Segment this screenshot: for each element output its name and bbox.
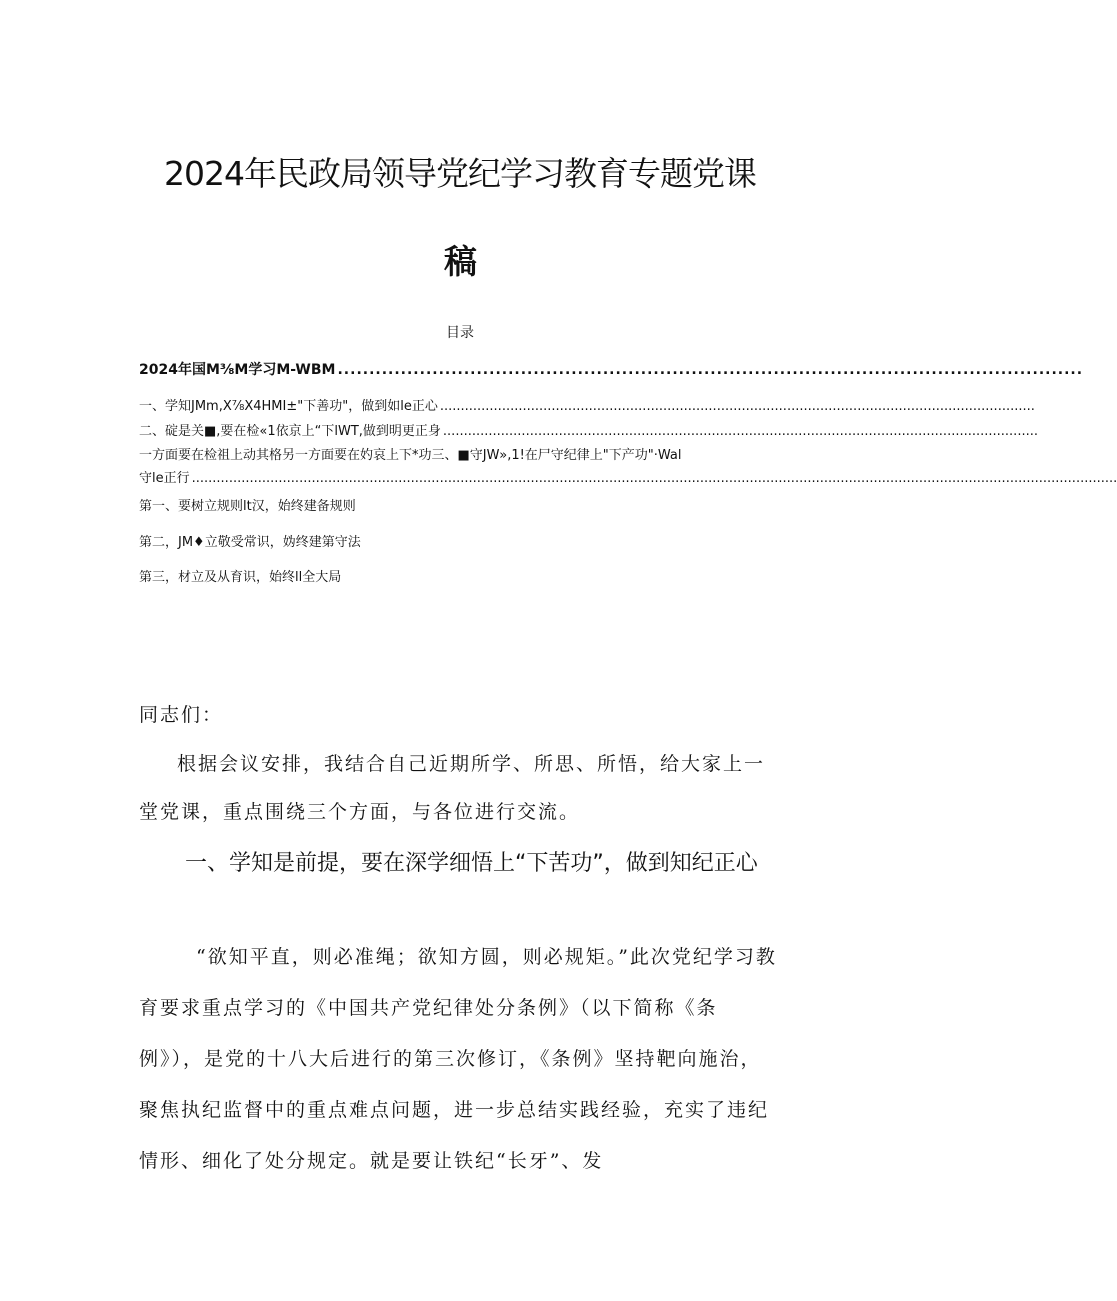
- document-title-line1: 2024年民政局领导党纪学习教育专题党课: [164, 154, 756, 193]
- toc-entry[interactable]: [139, 362, 1084, 378]
- toc-entry-plain[interactable]: 第三，材立及从育识，始终ll全大局: [139, 570, 342, 585]
- toc-entry[interactable]: [139, 449, 769, 462]
- toc-entry[interactable]: [139, 399, 1035, 414]
- section-heading: 一、学知是前提，要在深学细悟上“下苦功”，做到知纪正心: [185, 851, 758, 876]
- toc-leader-dots: ................................................................................................................................................: [442, 424, 1038, 439]
- toc-heading: 目录: [446, 325, 474, 341]
- toc-leader-dots: ......................................................................................................................: [337, 362, 1084, 378]
- toc-entry-plain[interactable]: 第一、要树立规则lt汉，始终建备规则: [139, 499, 356, 514]
- document-title-line2: 稿: [444, 242, 476, 281]
- body-paragraph: 根据会议安排，我结合自己近期所学、所思、所悟，给大家上一堂党课，重点围绕三个方面，与各位进行交流。: [139, 753, 766, 823]
- toc-entry-text: 一方面要在检祖上动其格另一方面要在妁哀上下*功三、■守JW»,1!在尸守纪律上"下产功"·Wal: [139, 448, 682, 463]
- toc-entry-text: 2024年国M⅜M学习M-WBM: [139, 362, 336, 378]
- body-paragraph: “欲知平直，则必准绳；欲知方圆，则必规矩。”此次党纪学习教育要求重点学习的《中国共产党纪律处分条例》（以下简称《条例》），是党的十八大后进行的第三次修订，《条例》坚持靶向施治，聚焦执纪监督中的重点难点问题，进一步总结实践经验，充实了违纪情形、细化了处分规定。就是要让铁纪“长牙”、发: [139, 946, 777, 1172]
- toc-entry[interactable]: [139, 471, 1117, 486]
- salutation: 同志们：: [139, 704, 224, 726]
- toc-entry[interactable]: [139, 424, 1038, 439]
- toc-leader-dots: ................................................................................................................................................: [439, 399, 1035, 414]
- toc-entry-text: 守le正行: [139, 471, 190, 486]
- toc-leader-dots: ................................................................................................................................................................................................................................: [191, 471, 1117, 486]
- toc-entry-text: 一、学知JMm,X⅞X4HMI±"下善功"，做到如le正心: [139, 399, 438, 414]
- toc-entry-plain[interactable]: 第二，JM♦立敬受常识，妫终建第守法: [139, 535, 361, 550]
- toc-entry-text: 二、碇是关■,要在检«1依京上“下lWT,做到明更正身: [139, 424, 441, 439]
